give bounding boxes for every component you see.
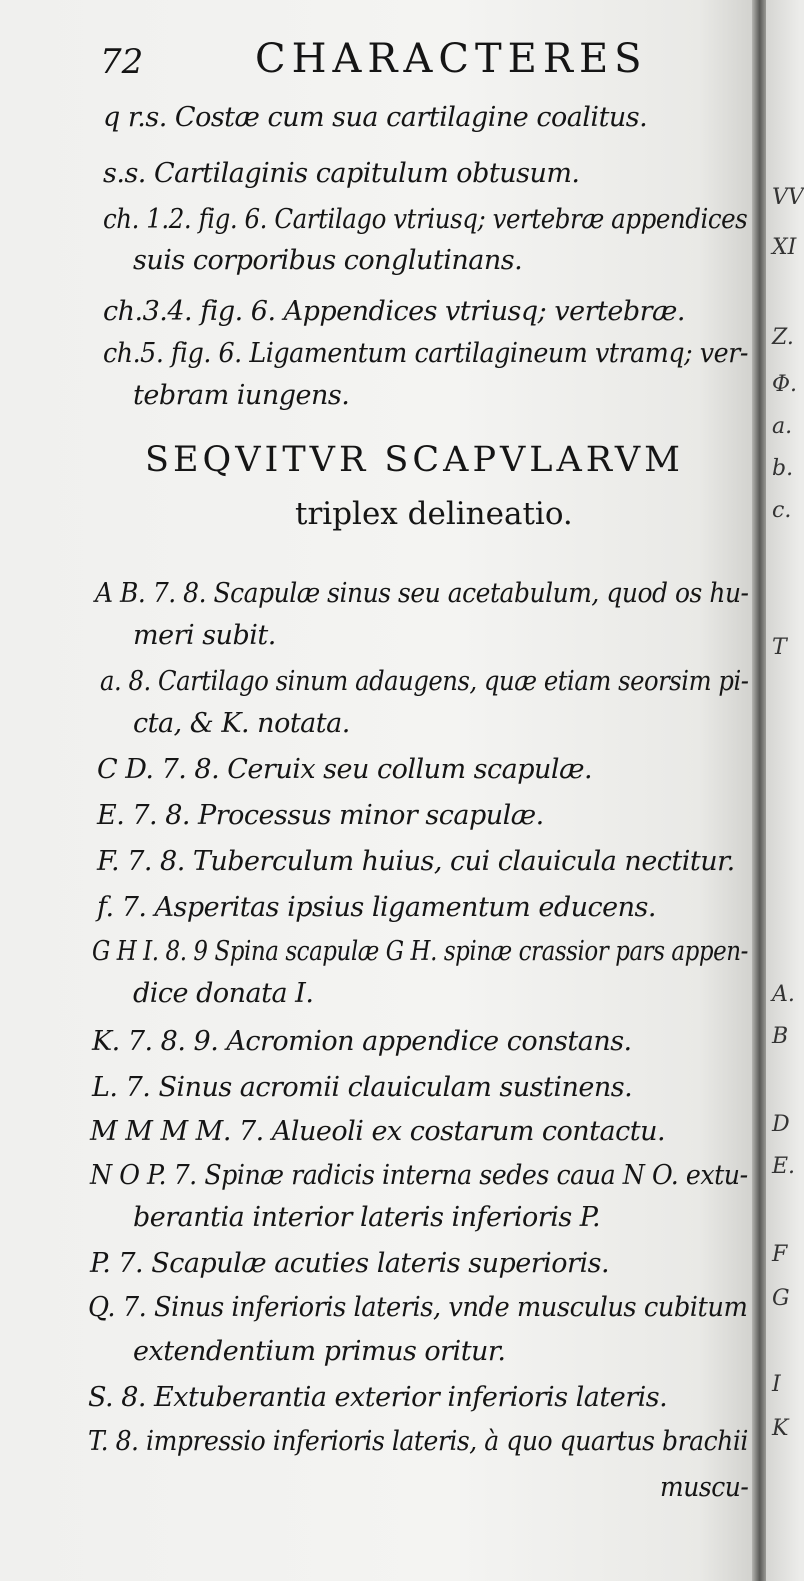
margin-fragment: VV — [772, 185, 804, 210]
margin-fragment: b. — [772, 456, 794, 481]
page-number: 72 — [100, 42, 144, 82]
margin-fragment: a. — [772, 414, 793, 439]
text-line: dice donata I. — [133, 978, 314, 1009]
margin-fragment: K — [772, 1416, 789, 1441]
text-line: ch.3.4. fig. 6. Appendices vtriusq; vertebræ. — [103, 296, 685, 327]
text-line: Q. 7. Sinus inferioris lateris, vnde musculus cubitum — [88, 1292, 748, 1323]
running-title: CHARACTERES — [255, 36, 648, 82]
margin-fragment: Φ. — [772, 372, 798, 397]
text-line: E. 7. 8. Processus minor scapulæ. — [97, 800, 544, 831]
text-line: ch. 1.2. fig. 6. Cartilago vtriusq; vertebræ appendices — [103, 204, 748, 235]
text-line: N O P. 7. Spinæ radicis interna sedes caua N O. extu- — [90, 1160, 748, 1191]
section-heading: SEQVITVR SCAPVLARVM — [145, 440, 685, 480]
text-line: L. 7. Sinus acromii clauiculam sustinens. — [92, 1072, 633, 1103]
book-gutter — [752, 0, 766, 1581]
text-line: T. 8. impressio inferioris lateris, à quo quartus brachii — [88, 1426, 748, 1457]
margin-fragment: XI — [772, 235, 797, 260]
text-line: A B. 7. 8. Scapulæ sinus seu acetabulum, quod os hu- — [95, 578, 749, 609]
text-line: s.s. Cartilaginis capitulum obtusum. — [103, 158, 580, 189]
text-line: C D. 7. 8. Ceruix seu collum scapulæ. — [97, 754, 593, 785]
margin-fragment: F — [772, 1242, 788, 1267]
section-subheading: triplex delineatio. — [295, 496, 573, 532]
text-line: S. 8. Extuberantia exterior inferioris lateris. — [88, 1382, 668, 1413]
margin-fragment: A. — [772, 982, 795, 1007]
adjacent-page-edge — [766, 0, 804, 1581]
text-line: cta, & K. notata. — [133, 708, 350, 739]
text-line: extendentium primus oritur. — [133, 1336, 506, 1367]
text-line: berantia interior lateris inferioris P. — [133, 1202, 601, 1233]
text-line: P. 7. Scapulæ acuties lateris superioris. — [90, 1248, 610, 1279]
margin-fragment: c. — [772, 498, 792, 523]
text-line: meri subit. — [133, 620, 276, 651]
text-line: G H I. 8. 9 Spina scapulæ G H. spinæ crassior pars appen- — [92, 936, 748, 967]
margin-fragment: E. — [772, 1154, 796, 1179]
margin-fragment: T — [772, 635, 787, 660]
margin-fragment: I — [772, 1372, 781, 1397]
margin-fragment: D — [772, 1112, 790, 1137]
text-line: a. 8. Cartilago sinum adaugens, quæ etiam seorsim pi- — [100, 666, 749, 697]
text-line: M M M M. 7. Alueoli ex costarum contactu. — [90, 1116, 666, 1147]
text-line: suis corporibus conglutinans. — [133, 245, 523, 276]
margin-fragment: Z. — [772, 325, 794, 350]
text-line: ch.5. fig. 6. Ligamentum cartilagineum vtramq; ver- — [103, 338, 748, 369]
catchword: muscu- — [660, 1472, 749, 1503]
text-line: q r.s. Costæ cum sua cartilagine coalitus. — [103, 102, 648, 133]
text-line: f. 7. Asperitas ipsius ligamentum educens. — [97, 892, 656, 923]
text-line: F. 7. 8. Tuberculum huius, cui clauicula nectitur. — [97, 846, 735, 877]
margin-fragment: G — [772, 1286, 790, 1311]
text-line: K. 7. 8. 9. Acromion appendice constans. — [92, 1026, 632, 1057]
margin-fragment: B — [772, 1024, 789, 1049]
text-line: tebram iungens. — [133, 380, 350, 411]
